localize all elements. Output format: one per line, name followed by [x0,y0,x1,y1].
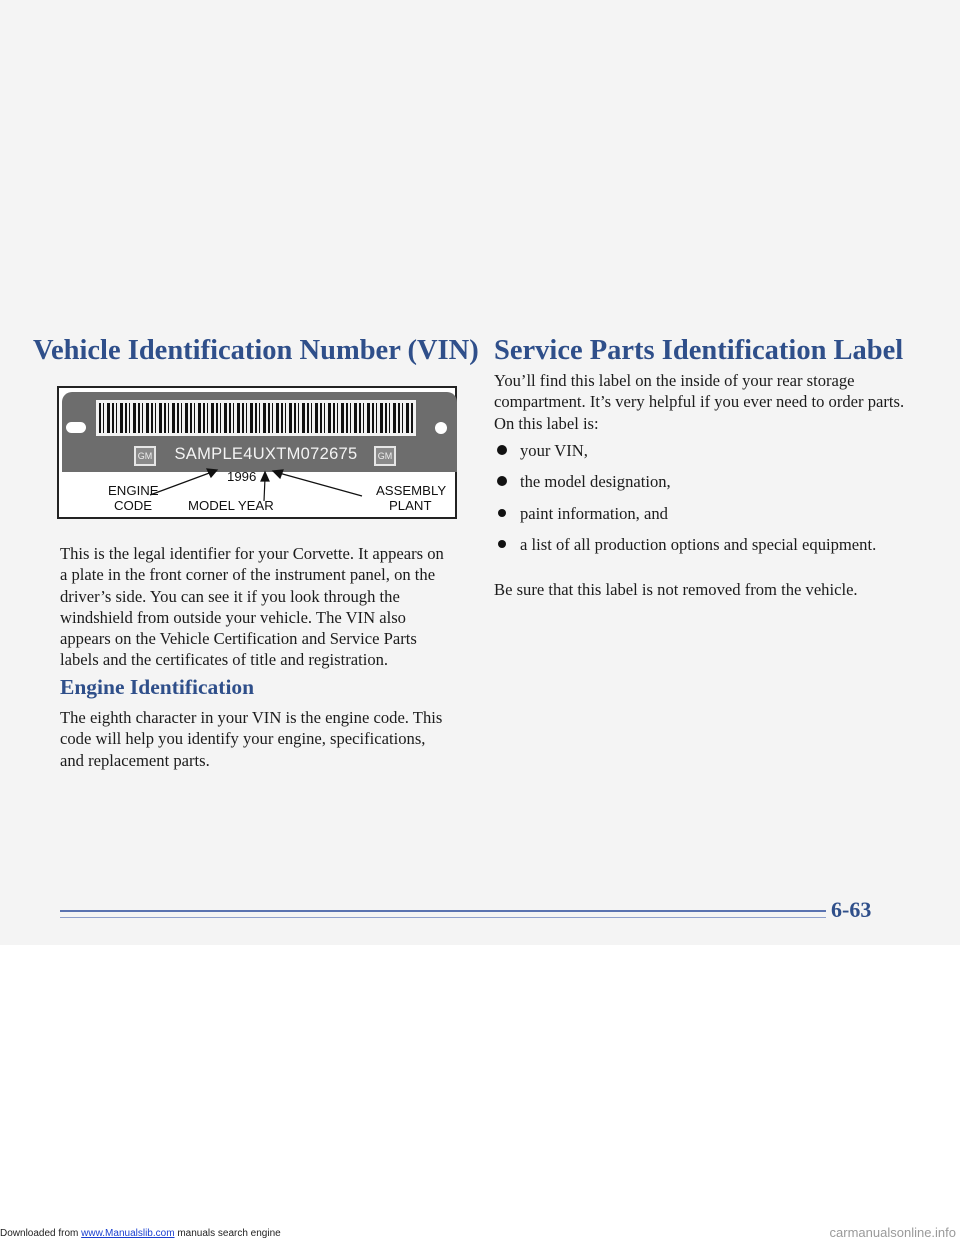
page-number: 6-63 [831,897,872,922]
footer-rule-thin [60,917,826,918]
year-arrow-head [261,472,269,481]
engine-arrow-head [207,469,217,477]
credit-suffix: manuals search engine [177,1228,281,1239]
footer-rule [60,906,826,926]
code-label: CODE [114,498,153,513]
assembly-arrow-head [273,470,283,478]
model-year-label: MODEL YEAR [188,498,274,513]
label-contents-list [494,440,914,565]
footer-rule-thick [60,910,826,912]
engine-arrow-line [150,472,212,495]
gm-logo-icon: GM [134,446,156,466]
bullet-icon [498,509,506,517]
bullet-icon [497,445,507,455]
engine-label: ENGINE [108,483,159,498]
list-item [494,471,914,492]
year-label: 1996 [227,469,257,484]
list-item-text: a list of all production options and special equipment. [520,534,877,554]
list-item-text: your VIN, [520,441,588,460]
list-item [494,503,914,524]
gm-logo-icon: GM [374,446,396,466]
site-watermark: carmanualsonline.info [829,1225,956,1240]
credit-prefix: Downloaded from [0,1228,79,1239]
list-item [494,440,914,461]
service-parts-label-heading: Service Parts Identification Label [494,335,904,366]
engine-identification-text: The eighth character in your VIN is the engine code. This code will help you identify your engine, specifications, and replacement parts. [60,708,443,770]
engine-identification-heading: Engine Identification [60,675,255,699]
service-parts-intro: You’ll find this label on the inside of your rear storage compartment. It’s very helpful if you ever need to order parts. On this label is: [494,371,905,433]
assembly-label: ASSEMBLY [376,483,447,498]
vin-heading: Vehicle Identification Number (VIN) [33,335,479,366]
assembly-arrow-line [279,473,362,496]
vin-description: This is the legal identifier for your Corvette. It appears on a plate in the front corner of the instrument panel, on the driver’s side. You can see it if you look through the windshield from outside your vehicle. The VIN also appears on the Vehicle Certification and Service Parts labels and the certificates of title and registration. [60,544,444,670]
list-item-text: the model designation, [520,472,671,492]
service-parts-closing: Be sure that this label is not removed from the vehicle. [494,580,858,599]
manualslib-link[interactable]: www.Manualslib.com [81,1228,175,1239]
list-item [494,534,914,555]
download-credit [0,1228,281,1239]
bullet-icon [497,476,507,486]
list-item-text: paint information, and [520,503,668,523]
bullet-icon [498,540,506,548]
plant-label: PLANT [389,498,432,513]
vin-number: SAMPLE4UXTM072675 [174,445,358,463]
